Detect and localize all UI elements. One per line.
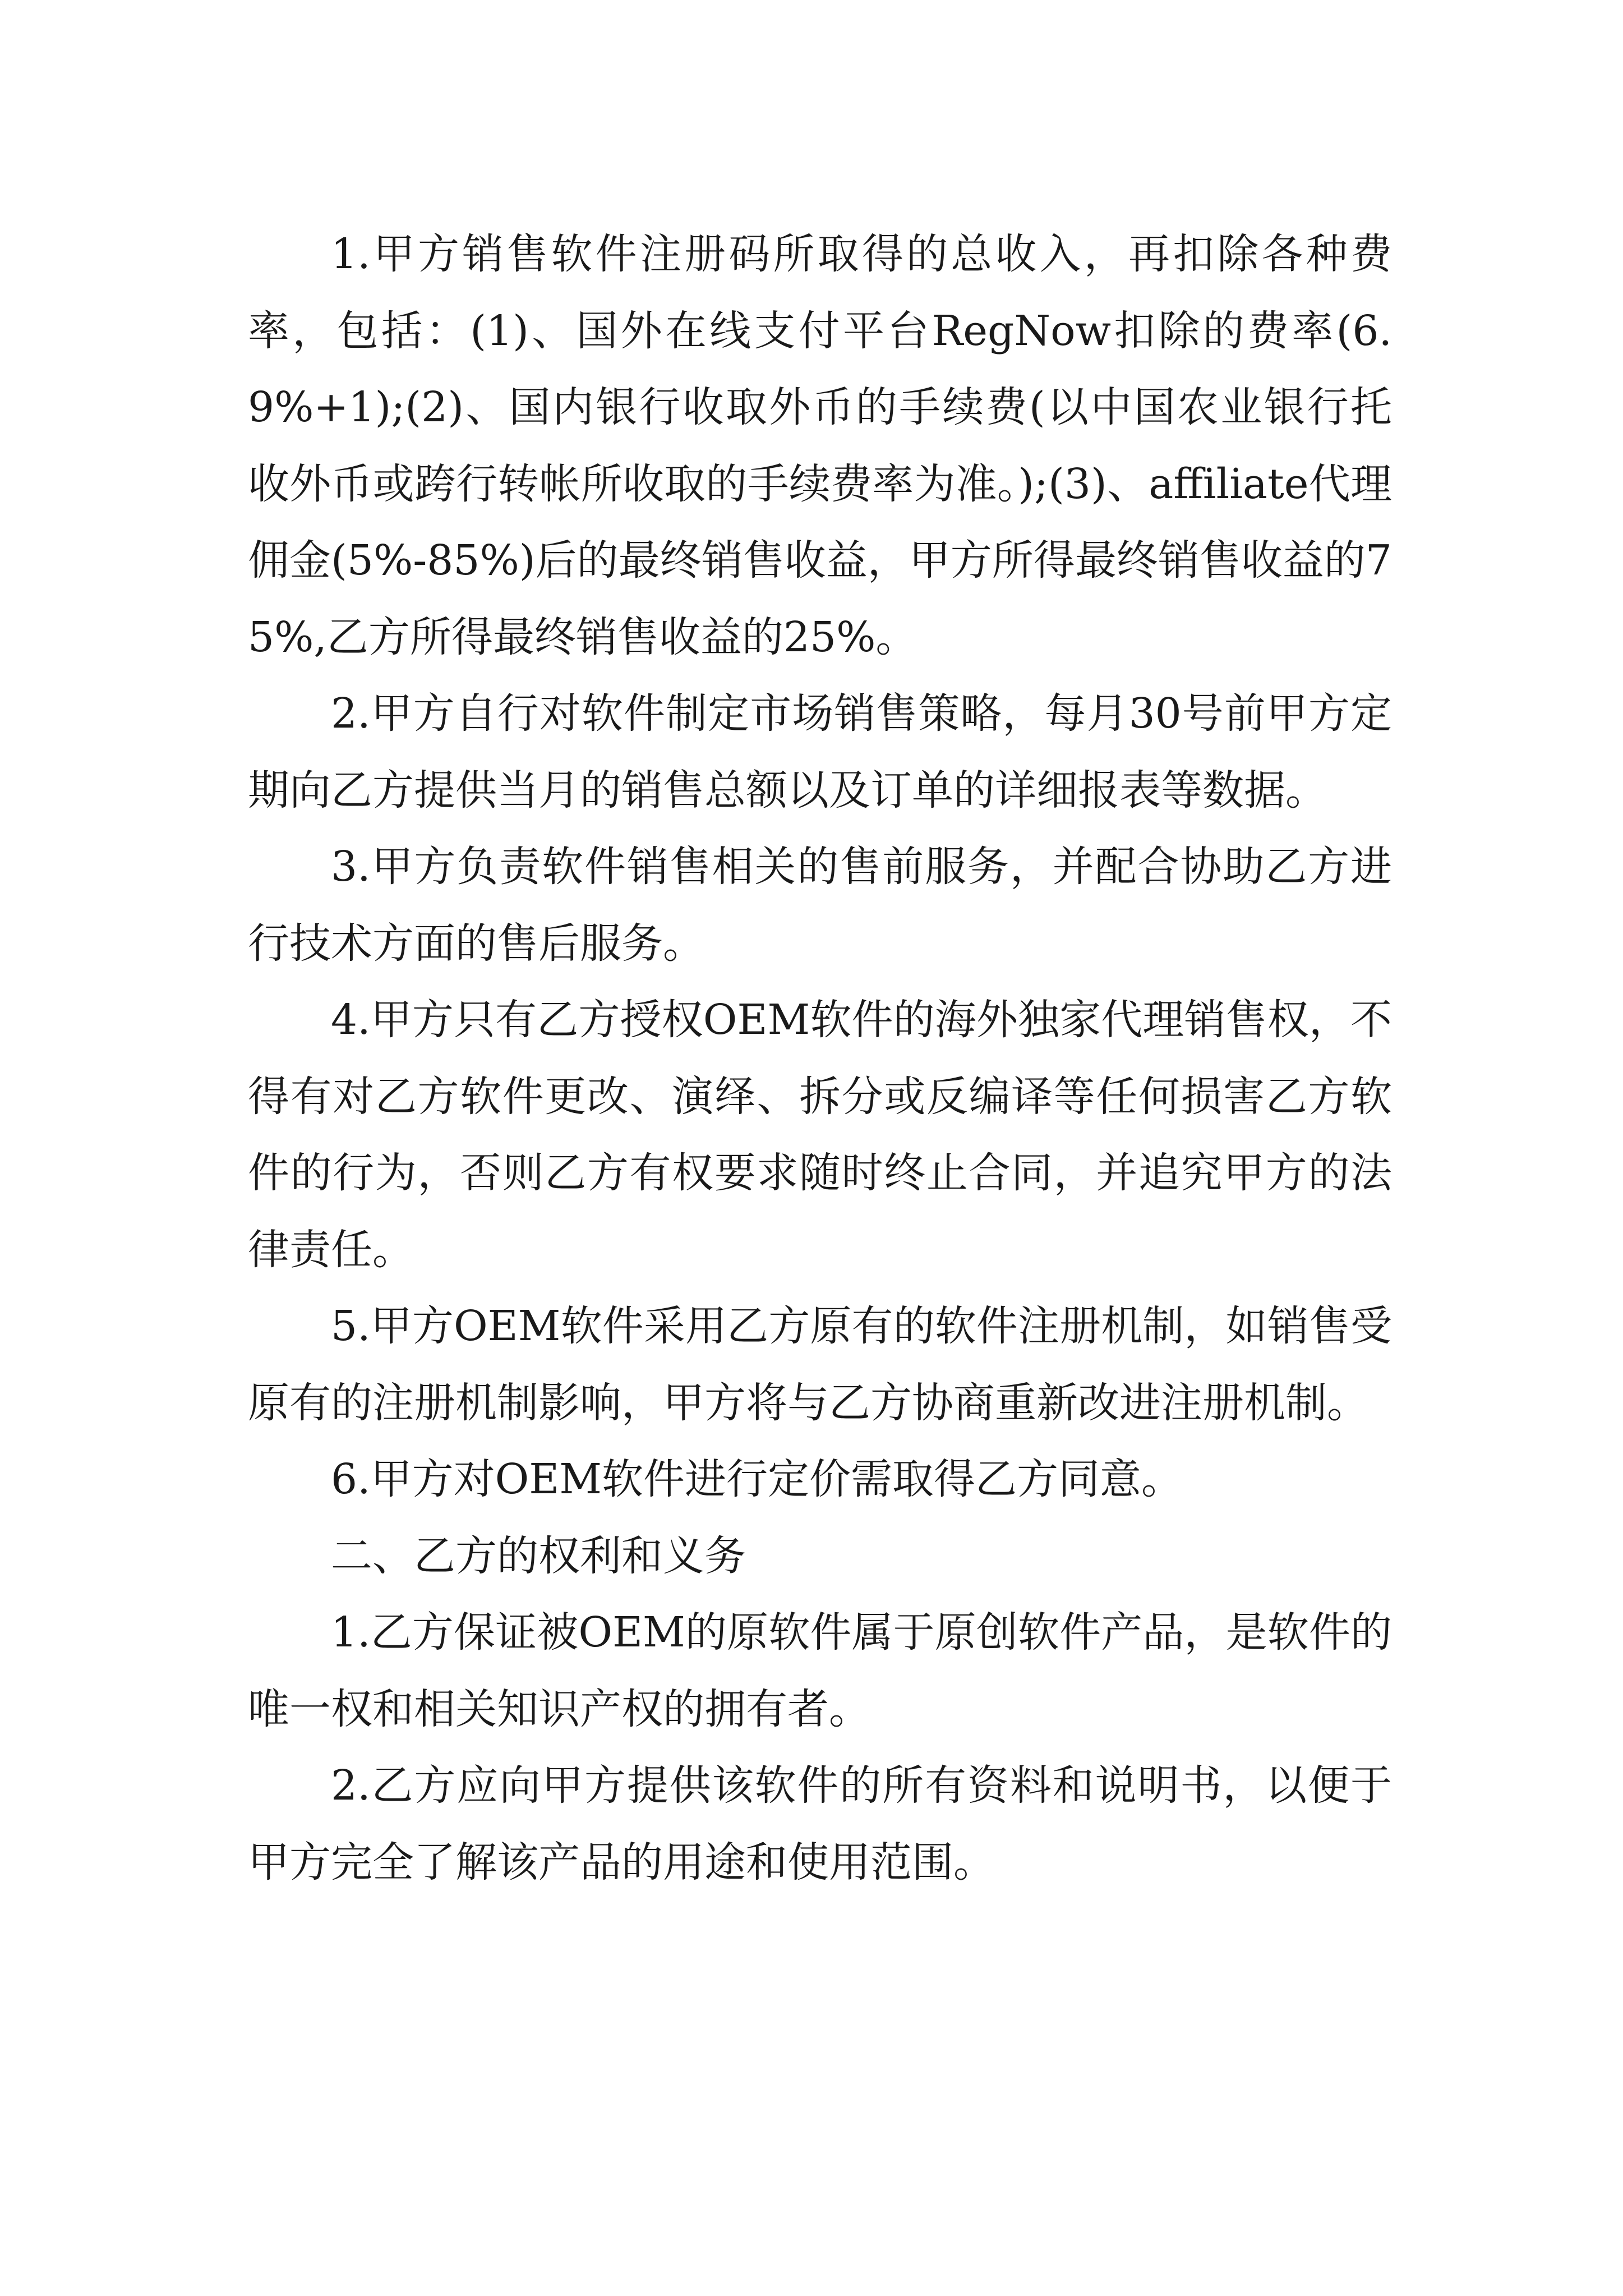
paragraph-b-original-software: 1.乙方保证被OEM的原软件属于原创软件产品，是软件的唯一权和相关知识产权的拥有者。 — [248, 1608, 1392, 1733]
paragraph-b-documentation: 2.乙方应向甲方提供该软件的所有资料和说明书，以便于甲方完全了解该产品的用途和使用范围。 — [248, 1761, 1392, 1887]
section-heading-party-b: 二、乙方的权利和义务 — [331, 1531, 746, 1580]
document-body — [248, 216, 1392, 1901]
paragraph-a-pricing: 6.甲方对OEM软件进行定价需取得乙方同意。 — [331, 1455, 1183, 1503]
paragraph-a-presales-service: 3.甲方负责软件销售相关的售前服务，并配合协助乙方进行技术方面的售后服务。 — [248, 843, 1392, 968]
paragraph-a-registration-mechanism: 5.甲方OEM软件采用乙方原有的软件注册机制，如销售受原有的注册机制影响，甲方将与乙方协商重新改进注册机制。 — [248, 1302, 1392, 1427]
paragraph-a-sales-strategy: 2.甲方自行对软件制定市场销售策略，每月30号前甲方定期向乙方提供当月的销售总额以及订单的详细报表等数据。 — [248, 689, 1392, 815]
paragraph-a-revenue-share: 1.甲方销售软件注册码所取得的总收入，再扣除各种费率，包括：(1)、国外在线支付平台RegNow扣除的费率(6.9%+1);(2)、国内银行收取外币的手续费(以中国农业银行托收外币或跨行转帐所收取的手续费率为准。);(3)、affiliate代理佣金(5%-85%)后的最终销售收益，甲方所得最终销售收益的75%,乙方所得最终销售收益的25%。 — [248, 230, 1392, 661]
paragraph-a-exclusive-rights: 4.甲方只有乙方授权OEM软件的海外独家代理销售权，不得有对乙方软件更改、演绎、拆分或反编译等任何损害乙方软件的行为，否则乙方有权要求随时终止合同，并追究甲方的法律责任。 — [248, 996, 1392, 1274]
